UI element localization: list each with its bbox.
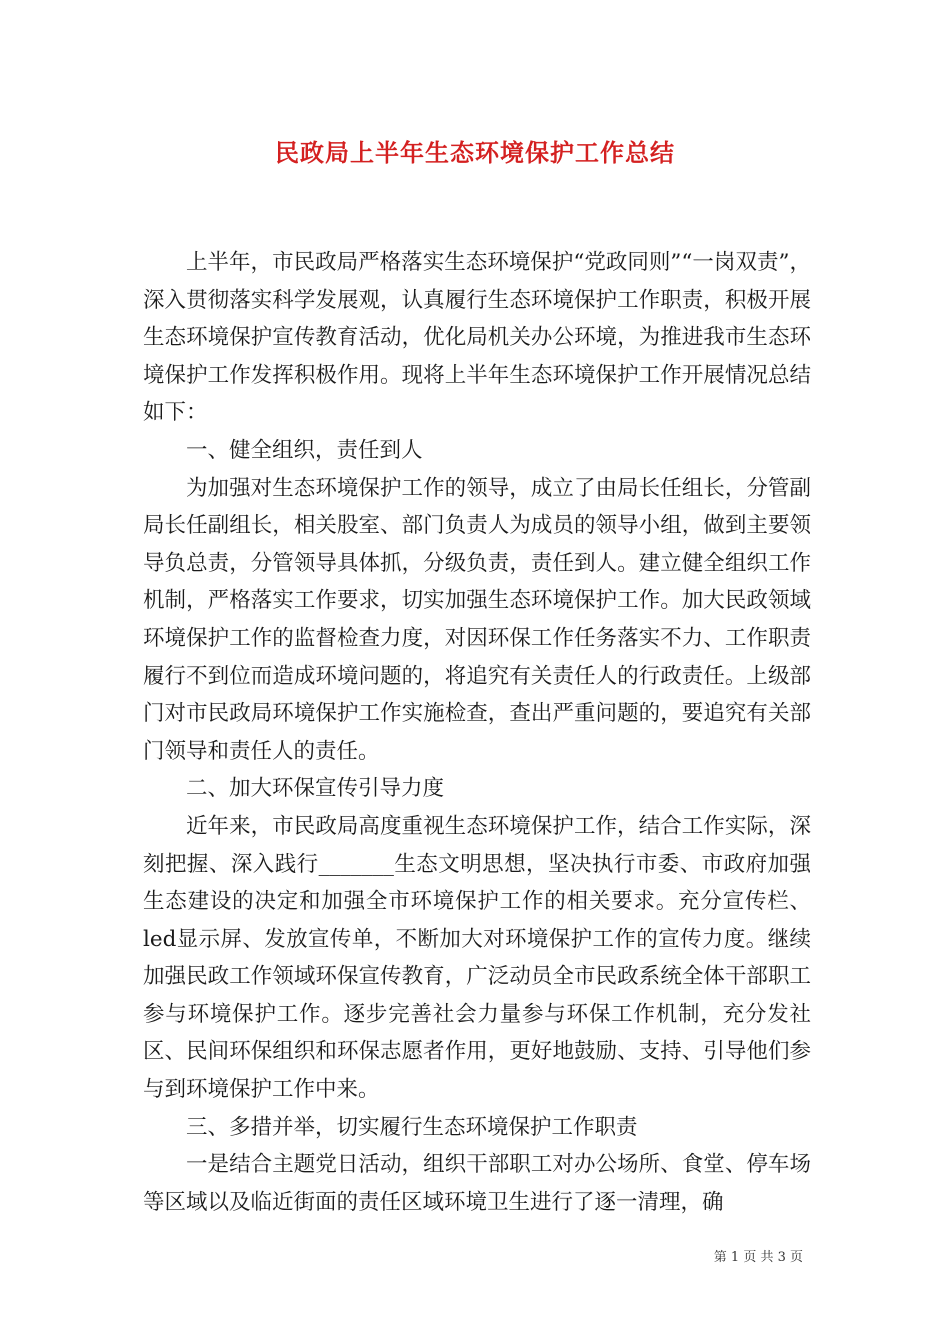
- page-number-footer: 第 1 页 共 3 页: [713, 1250, 803, 1265]
- document-body: [143, 244, 811, 1221]
- document-title: 民政局上半年生态环境保护工作总结: [275, 138, 675, 167]
- paragraph-section-2: 近年来，市民政局高度重视生态环境保护工作，结合工作实际，深刻把握、深入践行_______生态文明思想，坚决执行市委、市政府加强生态建设的决定和加强全市环境保护工作的相关要求。充分宣传栏、led显示屏、发放宣传单，不断加大对环境保护工作的宣传力度。继续加强民政工作领域环保宣传教育，广泛动员全市民政系统全体干部职工参与环境保护工作。逐步完善社会力量参与环保工作机制，充分发社区、民间环保组织和环保志愿者作用，更好地鼓励、支持、引导他们参与到环境保护工作中来。: [143, 813, 811, 1103]
- paragraph-section-3: 一是结合主题党日活动，组织干部职工对办公场所、食堂、停车场等区域以及临近街面的责任区域环境卫生进行了逐一清理，确: [143, 1152, 811, 1215]
- section-heading-1: 一、健全组织，责任到人: [186, 437, 423, 463]
- section-heading-2: 二、加大环保宣传引导力度: [186, 776, 445, 802]
- paragraph-intro: 上半年，市民政局严格落实生态环境保护“党政同则”“一岗双责”，深入贯彻落实科学发展观，认真履行生态环境保护工作职责，积极开展生态环境保护宣传教育活动，优化局机关办公环境，为推进我市生态环境保护工作发挥积极作用。现将上半年生态环境保护工作开展情况总结如下：: [143, 250, 811, 426]
- section-heading-3: 三、多措并举，切实履行生态环境保护工作职责: [186, 1114, 638, 1140]
- paragraph-section-1: 为加强对生态环境保护工作的领导，成立了由局长任组长，分管副局长任副组长，相关股室、部门负责人为成员的领导小组，做到主要领导负总责，分管领导具体抓，分级负责，责任到人。建立健全组织工作机制，严格落实工作要求，切实加强生态环境保护工作。加大民政领域环境保护工作的监督检查力度，对因环保工作任务落实不力、工作职责履行不到位而造成环境问题的，将追究有关责任人的行政责任。上级部门对市民政局环境保护工作实施检查，查出严重问题的，要追究有关部门领导和责任人的责任。: [143, 475, 811, 764]
